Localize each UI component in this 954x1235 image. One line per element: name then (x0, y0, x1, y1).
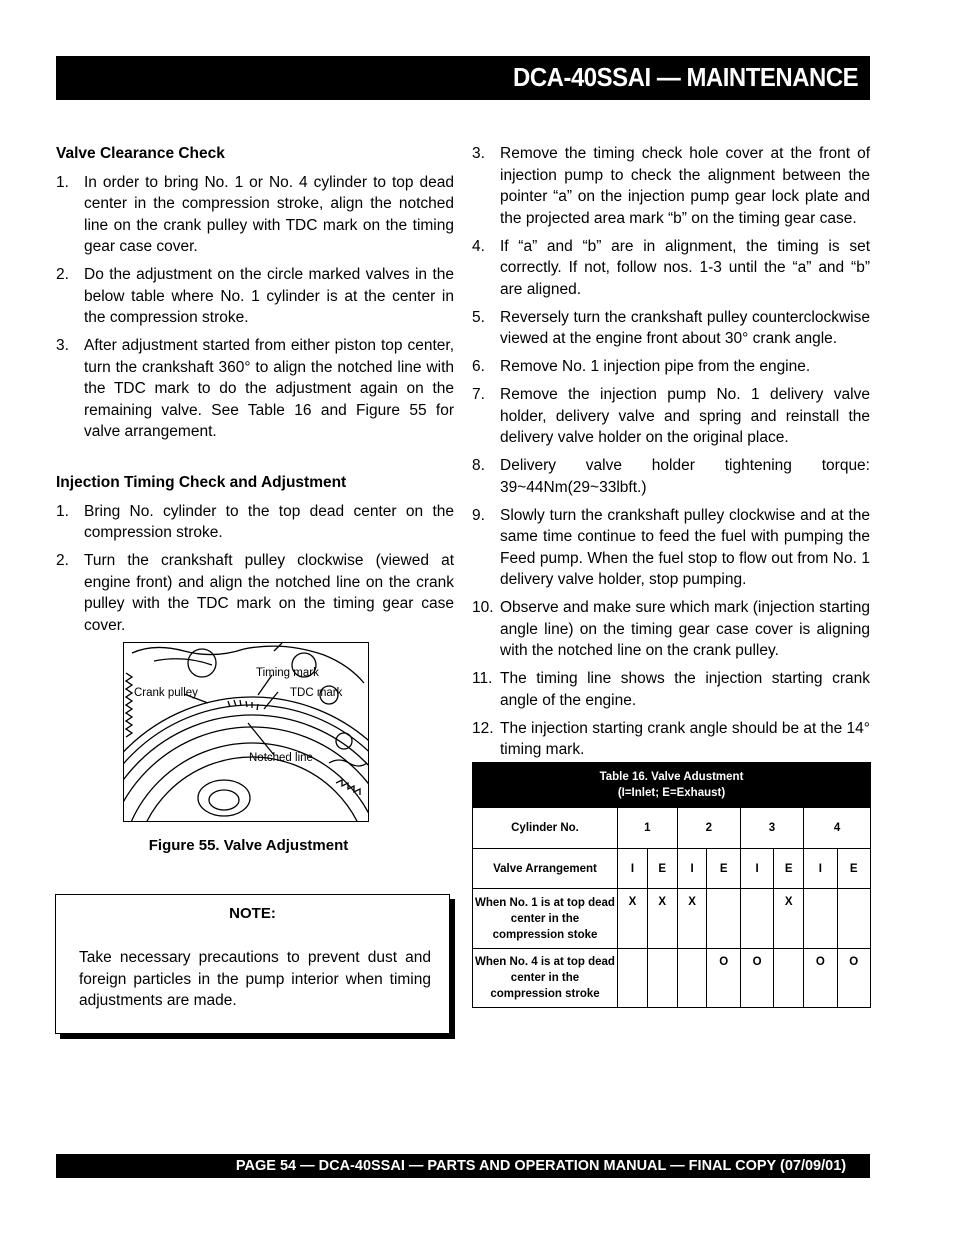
step-number: 10. (472, 599, 494, 616)
step-text: After adjustment started from either piston top center, turn the crankshaft 360° to align the notched line with the TDC mark to do the adjustment again on the remaining valve. See Table 16 and Figure 55 for valve arrangement. (84, 337, 454, 440)
valve-step-1 (56, 172, 454, 258)
step-text: Remove the timing check hole cover at the front of injection pump to check the alignment between the pointer “a” on the injection pump gear lock plate and the projected area mark “b” on the timing gear case. (500, 145, 870, 227)
table-cell (774, 949, 804, 1008)
step-number: 2. (56, 266, 69, 283)
valve-cell: E (707, 849, 740, 889)
valve-cell: I (618, 849, 648, 889)
valve-cell: I (740, 849, 773, 889)
step-text: Remove the injection pump No. 1 delivery valve holder, delivery valve and spring and reinstall the delivery valve holder on the original place. (500, 386, 870, 446)
step-text: Do the adjustment on the circle marked valves in the below table where No. 1 cylinder is at the center in the compression stroke. (84, 266, 454, 326)
left-column (56, 143, 454, 643)
step-text: Turn the crankshaft pulley clockwise (viewed at engine front) and align the notched line on the crank pulley with the TDC mark on the timing gear case cover. (84, 552, 454, 634)
valve-adjustment-figure (123, 642, 369, 822)
step-number: 11. (472, 670, 493, 687)
valve-arrangement-row (473, 849, 871, 889)
table-cell: O (740, 949, 773, 1008)
table-title-line-1: Table 16. Valve Adustment (599, 771, 744, 783)
table-cell (804, 889, 837, 949)
table-cell (677, 949, 707, 1008)
step-number: 3. (56, 337, 69, 354)
footer-bar (56, 1154, 870, 1178)
header-bar (56, 56, 870, 100)
step-number: 8. (472, 457, 485, 474)
table-cell (837, 889, 870, 949)
step-number: 2. (56, 552, 69, 569)
page-title: DCA-40SSAI — MAINTENANCE (512, 62, 858, 92)
injection-step-8 (472, 455, 870, 498)
table-cell: O (804, 949, 837, 1008)
table-cell (647, 949, 677, 1008)
cylinder-2: 2 (677, 808, 740, 849)
step-number: 5. (472, 308, 485, 326)
note-title: NOTE: (229, 905, 276, 922)
injection-steps-right (472, 143, 870, 761)
valve-adjustment-table (472, 762, 871, 1008)
injection-timing-heading: Injection Timing Check and Adjustment (56, 474, 347, 491)
step-number: 1. (56, 502, 69, 520)
step-number: 3. (472, 145, 485, 162)
footer-text: PAGE 54 — DCA-40SSAI — PARTS AND OPERATION MANUAL — FINAL COPY (07/09/01) (235, 1158, 847, 1174)
figure-caption: Figure 55. Valve Adjustment (148, 837, 349, 854)
step-number: 1. (56, 173, 69, 191)
valve-cell: E (647, 849, 677, 889)
valve-clearance-heading: Valve Clearance Check (56, 145, 225, 162)
valve-step-3 (56, 335, 454, 443)
crank-pulley-label: Crank pulley (134, 687, 198, 699)
tdc-mark-label: TDC mark (290, 687, 343, 699)
valve-cell: I (804, 849, 837, 889)
injection-step-5 (472, 307, 870, 350)
step-text: Bring No. cylinder to the top dead center on the compression stroke. (84, 502, 454, 541)
step-text: In order to bring No. 1 or No. 4 cylinder to top dead center in the compression stroke, align the notched line on the crank pulley with TDC mark on the timing gear case cover. (84, 173, 454, 255)
injection-step-6 (472, 356, 870, 378)
step-number: 7. (472, 386, 485, 403)
step-text: Remove No. 1 injection pipe from the engine. (500, 358, 811, 375)
cylinder-3: 3 (740, 808, 803, 849)
cylinder-row (473, 808, 871, 849)
engine-front-illustration (124, 643, 368, 821)
injection-step-3 (472, 143, 870, 229)
valve-cell: I (677, 849, 707, 889)
step-number: 4. (472, 237, 485, 255)
right-column (472, 143, 870, 767)
valve-cell: E (774, 849, 804, 889)
valve-step-2 (56, 264, 454, 329)
injection-steps-left (56, 501, 454, 637)
step-text: The timing line shows the injection starting crank angle of the engine. (500, 670, 870, 709)
step-text: Delivery valve holder tightening torque: 39~44Nm(29~33lbft.) (500, 457, 870, 496)
table-cell: X (677, 889, 707, 949)
table-title-line-2: (I=Inlet; E=Exhaust) (617, 787, 726, 799)
table-cell: X (618, 889, 648, 949)
injection-step-11 (472, 668, 870, 711)
note-text: Take necessary precautions to prevent dust and foreign particles in the pump interior when timing adjustments are made. (79, 949, 431, 1009)
table-cell: O (707, 949, 740, 1008)
injection-step-9 (472, 505, 870, 591)
notched-line-label: Notched line (249, 752, 313, 764)
table-cell: X (647, 889, 677, 949)
cylinder-4: 4 (804, 808, 871, 849)
step-number: 6. (472, 358, 485, 375)
note-box (55, 894, 450, 1034)
injection-step-7 (472, 384, 870, 449)
valve-clearance-steps (56, 172, 454, 443)
injection-step-4 (472, 236, 870, 301)
table-title (473, 763, 871, 808)
step-text: The injection starting crank angle should be at the 14° timing mark. (500, 719, 870, 758)
table-row-no1-tdc (473, 889, 871, 949)
step-number: 12. (472, 719, 494, 737)
timing-mark-label: Timing mark (256, 667, 319, 679)
step-text: If “a” and “b” are in alignment, the timing is set correctly. If not, follow nos. 1-3 until the “a” and “b” are aligned. (500, 237, 870, 298)
row-label-no1: When No. 1 is at top dead center in the compression stoke (473, 889, 618, 949)
step-text: Reversely turn the crankshaft pulley counterclockwise viewed at the engine front about 30° crank angle. (500, 308, 870, 347)
injection-step-10 (472, 597, 870, 662)
table-cell (618, 949, 648, 1008)
row-label-no4: When No. 4 is at top dead center in the compression stroke (473, 949, 618, 1008)
table-cell: X (774, 889, 804, 949)
step-number: 9. (472, 506, 485, 524)
table-cell (740, 889, 773, 949)
injection-step-12 (472, 718, 870, 761)
injection-step-1 (56, 501, 454, 544)
table-row-no4-tdc (473, 949, 871, 1008)
cylinder-1: 1 (618, 808, 678, 849)
table-cell: O (837, 949, 870, 1008)
injection-step-2 (56, 550, 454, 636)
step-text: Observe and make sure which mark (injection starting angle line) on the timing gear case cover is aligning with the notched line on the crank pulley. (500, 599, 870, 659)
arrangement-label: Valve Arrangement (473, 849, 618, 889)
step-text: Slowly turn the crankshaft pulley clockwise and at the same time continue to feed the fuel with pumping the Feed pump. When the fuel stop to flow out from No. 1 delivery valve holder, stop pumping. (500, 506, 870, 588)
valve-cell: E (837, 849, 870, 889)
cylinder-label: Cylinder No. (473, 808, 618, 849)
table-cell (707, 889, 740, 949)
